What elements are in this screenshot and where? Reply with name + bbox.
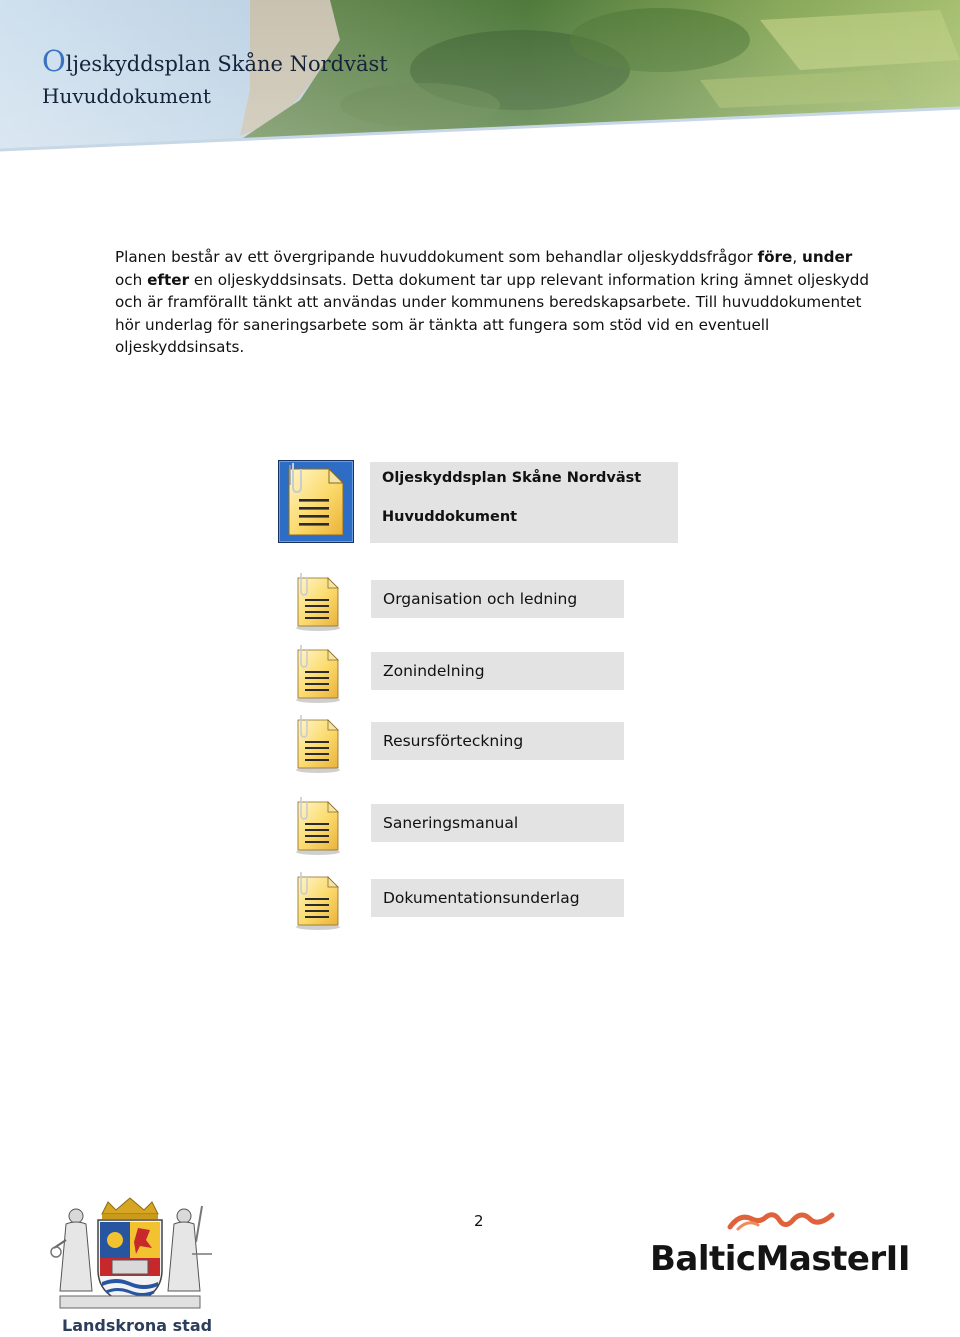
intro-bold-under: under — [802, 248, 853, 266]
document-title — [42, 44, 388, 78]
document-icon — [279, 461, 353, 542]
intro-paragraph — [115, 246, 875, 359]
intro-text-4: en oljeskyddsinsats. Detta dokument tar upp relevant information kring ämnet oljeskydd och är framförallt tänkt att användas under kommunens beredskapsarbete. Till huvuddokumentet hör underlag för saneringsarbete som är tänkta att fungera som stöd vid en eventuell oljeskyddsinsats. — [115, 270, 870, 357]
intro-bold-efter: efter — [147, 270, 190, 289]
document-icon — [290, 714, 346, 774]
balticmaster-wordmark: BalticMasterII — [650, 1239, 910, 1279]
sub-document-label[interactable]: Resursförteckning — [371, 722, 624, 760]
main-document-label[interactable] — [370, 462, 678, 543]
sub-document-label[interactable]: Saneringsmanual — [371, 804, 624, 842]
intro-text-2: , — [792, 248, 803, 266]
main-document-title: Oljeskyddsplan Skåne Nordväst — [382, 470, 642, 486]
document-icon — [290, 871, 346, 931]
document-icon — [290, 796, 346, 856]
intro-text-3: och — [115, 270, 148, 289]
intro-bold-fore: före — [757, 248, 793, 266]
document-icon — [290, 572, 346, 632]
main-document-subtitle: Huvuddokument — [382, 509, 518, 525]
document-icon — [290, 644, 346, 704]
header-banner — [0, 0, 960, 160]
landskrona-caption: Landskrona stad — [62, 1316, 213, 1335]
intro-text-1: Planen består av ett övergripande huvuddokument som behandlar oljeskyddsfrågor — [115, 248, 758, 266]
sub-document-label[interactable]: Zonindelning — [371, 652, 624, 690]
coastline-photo — [0, 0, 960, 160]
document-subtitle: Huvuddokument — [42, 84, 211, 108]
title-rest: ljeskyddsplan Skåne Nordväst — [65, 52, 388, 76]
landskrona-crest-logo — [46, 1196, 214, 1314]
main-document-icon-box[interactable] — [278, 460, 354, 543]
sub-document-label[interactable]: Organisation och ledning — [371, 580, 624, 618]
page-number: 2 — [474, 1212, 484, 1230]
sub-document-label[interactable]: Dokumentationsunderlag — [371, 879, 624, 917]
title-initial: O — [42, 44, 66, 78]
